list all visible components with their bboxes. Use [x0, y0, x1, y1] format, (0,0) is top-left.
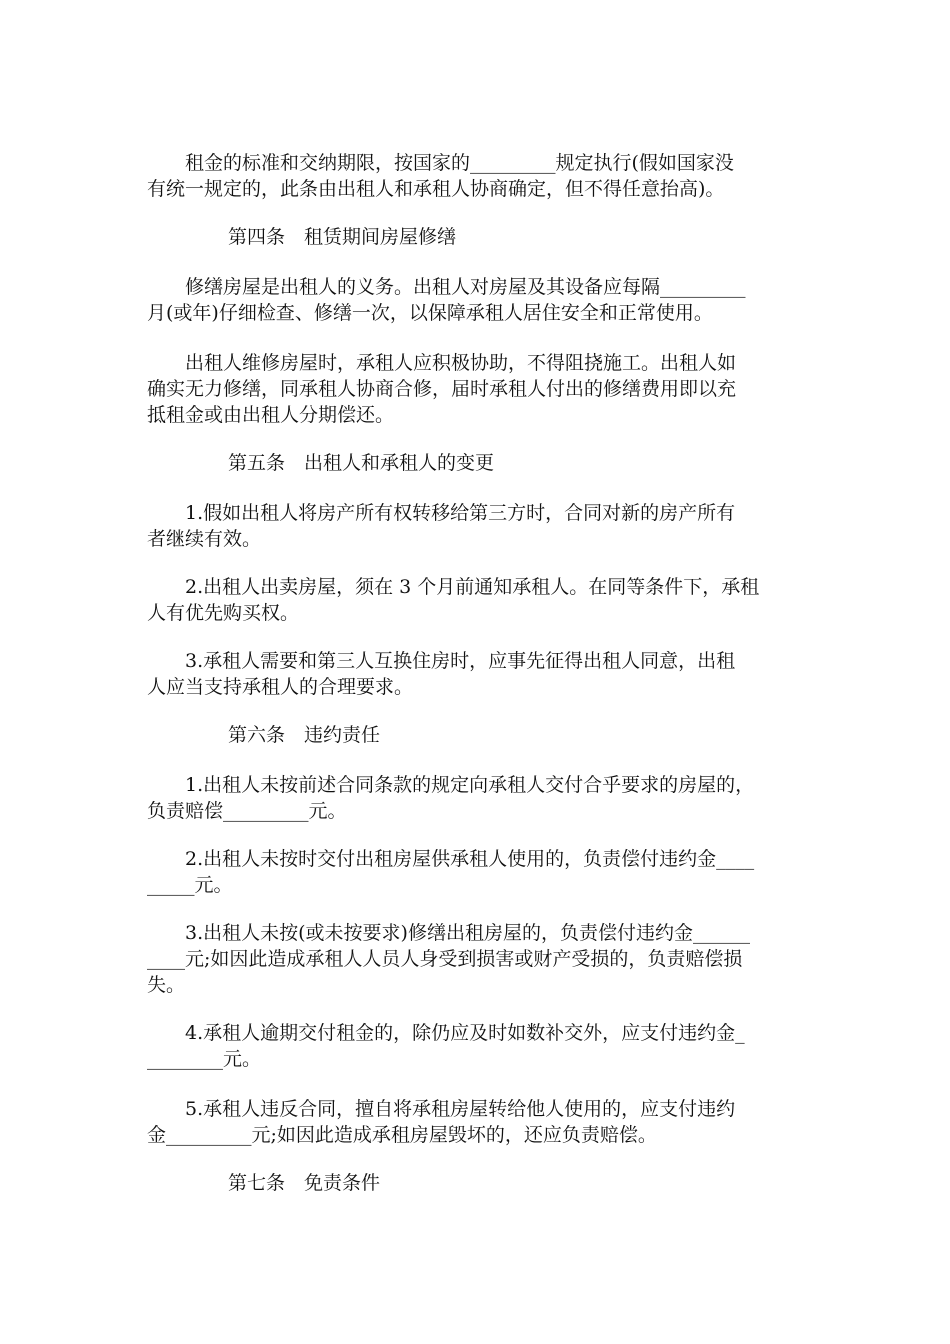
paragraph-repair-duty-line-2: 月(或年)仔细检查、修缮一次，以保障承租人居住安全和正常使用。: [147, 302, 713, 324]
paragraph-rent-standard-line-2: 有统一规定的，此条由出租人和承租人协商确定，但不得任意抬高)。: [147, 178, 725, 200]
article-4-heading: 第四条 租赁期间房屋修缮: [228, 226, 457, 248]
article-5-item-2-line-2: 人有优先购买权。: [147, 602, 300, 624]
paragraph-repair-cooperation-line-3: 抵租金或由出租人分期偿还。: [147, 404, 395, 426]
paragraph-repair-duty-line-1: 修缮房屋是出租人的义务。出租人对房屋及其设备应每隔_________: [147, 276, 746, 298]
paragraph-repair-cooperation-line-1: 出租人维修房屋时，承租人应积极协助，不得阻挠施工。出租人如: [147, 352, 737, 374]
paragraph-repair-cooperation-line-2: 确实无力修缮，同承租人协商合修，届时承租人付出的修缮费用即以充: [147, 378, 737, 400]
article-6-item-2-line-2: _____元。: [147, 874, 233, 896]
article-5-item-2-line-1: 2.出租人出卖房屋，须在 3 个月前通知承租人。在同等条件下，承租: [147, 576, 760, 598]
article-6-item-4-line-2: ________元。: [147, 1048, 262, 1070]
article-6-item-3-line-3: 失。: [147, 974, 186, 996]
article-6-item-3-line-1: 3.出租人未按(或未按要求)修缮出租房屋的，负责偿付违约金______: [147, 922, 750, 944]
article-7-heading: 第七条 免责条件: [228, 1172, 381, 1194]
article-6-item-1-line-1: 1.出租人未按前述合同条款的规定向承租人交付合乎要求的房屋的，: [147, 774, 755, 796]
article-5-item-3-line-1: 3.承租人需要和第三人互换住房时，应事先征得出租人同意，出租: [147, 650, 736, 672]
article-6-item-2-line-1: 2.出租人未按时交付出租房屋供承租人使用的，负责偿付违约金____: [147, 848, 755, 870]
article-6-item-4-line-1: 4.承租人逾期交付租金的，除仍应及时如数补交外，应支付违约金_: [147, 1022, 745, 1044]
article-6-item-5-line-1: 5.承租人违反合同，擅自将承租房屋转给他人使用的，应支付违约: [147, 1098, 736, 1120]
article-6-item-5-line-2: 金_________元;如因此造成承租房屋毁坏的，还应负责赔偿。: [147, 1124, 657, 1146]
article-5-heading: 第五条 出租人和承租人的变更: [228, 452, 495, 474]
article-6-item-3-line-2: ____元;如因此造成承租人人员人身受到损害或财产受损的，负责赔偿损: [147, 948, 743, 970]
article-5-item-1-line-1: 1.假如出租人将房产所有权转移给第三方时，合同对新的房产所有: [147, 502, 736, 524]
article-6-heading: 第六条 违约责任: [228, 724, 381, 746]
article-5-item-1-line-2: 者继续有效。: [147, 528, 262, 550]
paragraph-rent-standard-line-1: 租金的标准和交纳期限，按国家的_________规定执行(假如国家没: [147, 152, 734, 174]
article-5-item-3-line-2: 人应当支持承租人的合理要求。: [147, 676, 414, 698]
article-6-item-1-line-2: 负责赔偿_________元。: [147, 800, 347, 822]
